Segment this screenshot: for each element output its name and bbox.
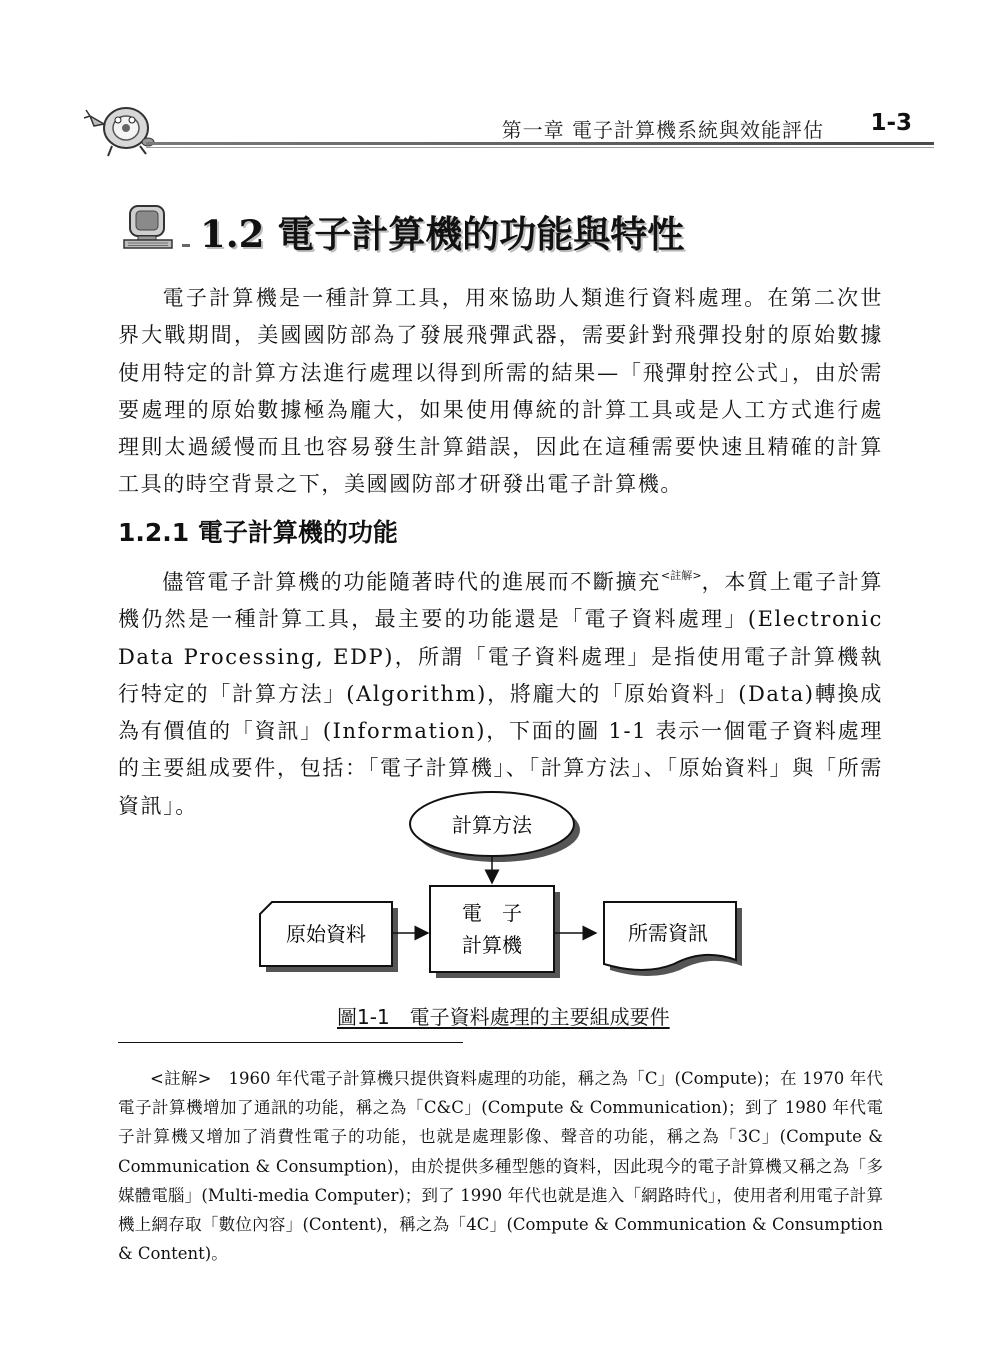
- cartoon-mascot-icon: [82, 98, 162, 158]
- chapter-title: 第一章 電子計算機系統與效能評估: [501, 118, 824, 142]
- section-title: 1.2 電子計算機的功能與特性: [200, 212, 685, 256]
- algorithm-label: 計算方法: [452, 813, 532, 837]
- intro-paragraph: [118, 280, 883, 504]
- raw-data-label: 原始資料: [286, 922, 366, 946]
- footnote-mark: <註解>: [150, 1069, 212, 1088]
- computer-icon: [118, 204, 198, 250]
- intro-paragraph-text: 電子計算機是一種計算工具，用來協助人類進行資料處理。在第二次世界大戰期間，美國國防部為了發展飛彈武器，需要針對飛彈投射的原始數據使用特定的計算方法進行處理以得到所需的結果—「飛彈射控公式」，由於需要處理的原始數據極為龐大，如果使用傳統的計算工具或是人工方式進行處理則太過緩慢而且也容易發生計算錯誤，因此在這種需要快速且精確的計算工具的時空背景之下，美國國防部才研發出電子計算機。: [118, 286, 883, 497]
- footnote: [118, 1064, 883, 1268]
- header-rule-thin: [146, 147, 934, 148]
- info-label: 所需資訊: [628, 921, 708, 945]
- footnote-divider: [118, 1042, 463, 1043]
- figure-caption: 圖1-1 電子資料處理的主要組成要件: [337, 1005, 670, 1029]
- subsection-title: 1.2.1 電子計算機的功能: [118, 518, 398, 547]
- function-paragraph: [118, 557, 883, 825]
- page-number: 1-3: [870, 110, 912, 136]
- function-paragraph-part2: ，本質上電子計算機仍然是一種計算工具，最主要的功能還是「電子資料處理」(Electronic Data Processing, EDP)，所謂「電子資料處理」是指使用電子計算機執行特定的「計算方法」(Algorithm)，將龐大的「原始資料」(Data)轉換成為有價值的「資訊」(Information)，下面的圖 1-1 表示一個電子資料處理的主要組成要件，包括：「電子計算機」、「計算方法」、「原始資料」與「所需資訊」。: [118, 570, 883, 818]
- computer-label-line2: 計算機: [462, 933, 522, 957]
- edp-diagram: [250, 790, 750, 990]
- function-paragraph-part1: 儘管電子計算機的功能隨著時代的進展而不斷擴充: [162, 570, 661, 594]
- footnote-text: 1960 年代電子計算機只提供資料處理的功能，稱之為「C」(Compute)；在 1970 年代電子計算機增加了通訊的功能，稱之為「C&C」(Compute & Communication)；到了 1980 年代電子計算機又增加了消費性電子的功能，也就是處理影像、聲音的功能，稱之為「3C」(Compute & Communication & Consumption)，由於提供多種型態的資料，因此現今的電子計算機又稱之為「多媒體電腦」(Multi-media Computer)；到了 1990 年代也就是進入「網路時代」，使用者利用電子計算機上網存取「數位內容」(Content)，稱之為「4C」(Compute & Communication & Consumption & Content)。: [118, 1069, 884, 1264]
- computer-box: [430, 886, 554, 972]
- note-reference: <註解>: [660, 569, 702, 582]
- page-header: [82, 98, 932, 158]
- computer-label-line1: 電 子: [462, 901, 522, 925]
